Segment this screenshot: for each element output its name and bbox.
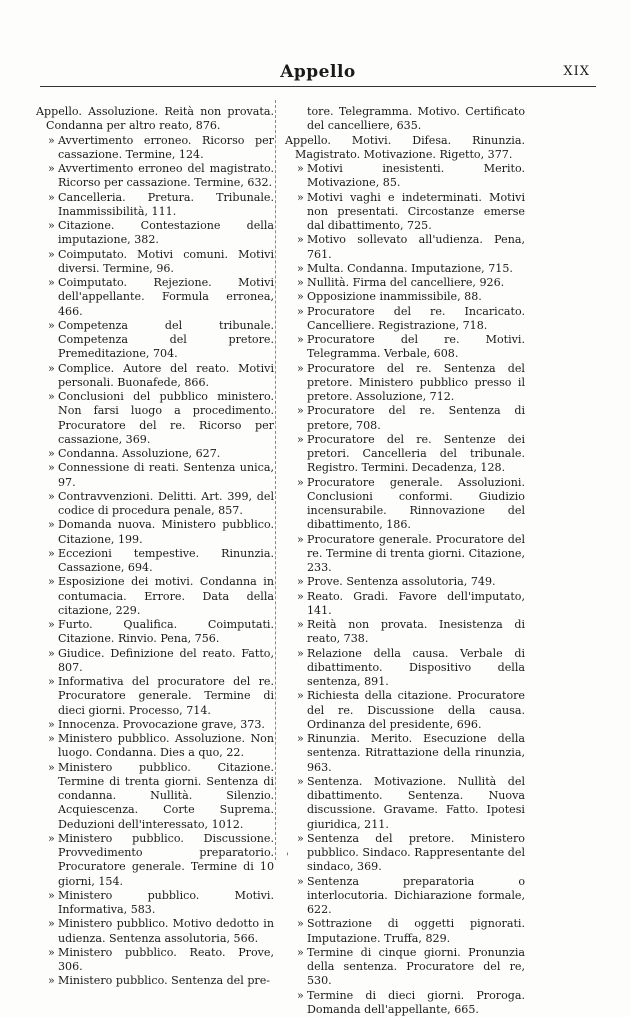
entry-marker: » [297,162,307,176]
index-entry [285,233,525,262]
entry-marker: » [48,276,58,290]
entry-marker: » [48,547,58,561]
entry-marker: » [297,732,307,746]
index-entry [36,917,274,946]
entry-text: tore. Telegramma. Motivo. Certificato del cancelliere, 635. [307,105,525,132]
index-entry [36,718,274,732]
entry-text: Coimputato. Motivi comuni. Motivi diversi. Termine, 96. [58,248,274,275]
entry-text: Opposizione inammissibile, 88. [307,290,482,303]
index-entry [285,362,525,405]
entry-text: Termine di cinque giorni. Pronunzia della sentenza. Procuratore del re, 530. [307,946,525,988]
entry-marker: » [48,390,58,404]
entry-marker: » [48,618,58,632]
entry-text: Contravvenzioni. Delitti. Art. 399, del codice di procedura penale, 857. [58,490,274,517]
index-entry [36,675,274,718]
header-rule [40,86,596,87]
entry-text: Ministero pubblico. Motivo dedotto in udienza. Sentenza assolutoria, 566. [58,917,274,944]
index-entry [285,476,525,533]
index-entry [285,689,525,732]
entry-marker: » [297,404,307,418]
entry-marker: » [297,832,307,846]
entry-text: Avvertimento erroneo. Ricorso per cassazione. Termine, 124. [58,134,274,161]
index-entry [285,775,525,832]
entry-text: Sentenza preparatoria o interlocutoria. Dichiarazione formale, 622. [307,875,525,917]
entry-marker: » [297,476,307,490]
right-index-column [285,105,525,1017]
entry-marker: » [48,832,58,846]
entry-marker: » [48,162,58,176]
index-entry [285,732,525,775]
entry-text: Sentenza. Motivazione. Nullità del dibattimento. Sentenza. Nuova discussione. Gravame. Fatto. Ipotesi giuridica, 211. [307,775,525,831]
entry-marker: » [48,946,58,960]
index-entry [285,404,525,433]
entry-text: Prove. Sentenza assolutoria, 749. [307,575,496,588]
index-entry [285,647,525,690]
entry-marker: » [297,590,307,604]
entry-text: Giudice. Definizione del reato. Fatto, 807. [58,647,274,674]
index-entry [285,946,525,989]
index-entry [285,575,525,589]
entry-marker: » [297,618,307,632]
entry-marker: » [297,775,307,789]
entry-text: Citazione. Contestazione della imputazione, 382. [58,219,274,246]
index-entry [36,447,274,461]
index-entry [36,461,274,490]
entry-marker: » [297,533,307,547]
index-entry [285,333,525,362]
index-entry [36,575,274,618]
page-number: XIX [563,64,590,79]
entry-marker: » [297,647,307,661]
entry-marker: » [48,761,58,775]
index-entry [36,946,274,975]
entry-text: Furto. Qualifica. Coimputati. Citazione. Rinvio. Pena, 756. [58,618,274,645]
entry-text: Avvertimento erroneo del magistrato. Ricorso per cassazione. Termine, 632. [58,162,274,189]
index-entry [285,590,525,619]
entry-marker: » [48,518,58,532]
index-entry [285,262,525,276]
index-entry [36,732,274,761]
index-entry [36,191,274,220]
entry-text: Relazione della causa. Verbale di dibattimento. Dispositivo della sentenza, 891. [307,647,525,689]
index-entry [285,105,525,134]
index-entry [36,647,274,676]
index-entry [285,191,525,234]
entry-text: Domanda nuova. Ministero pubblico. Citazione, 199. [58,518,274,545]
entry-text: Rinunzia. Merito. Esecuzione della sentenza. Ritrattazione della rinunzia, 963. [307,732,525,774]
entry-text: Procuratore generale. Procuratore del re. Termine di trenta giorni. Citazione, 233. [307,533,525,575]
index-entry [36,761,274,832]
entry-text: Ministero pubblico. Citazione. Termine di trenta giorni. Sentenza di condanna. Nullità. Silenzio. Acquiescenza. Corte Suprema. Deduzioni dell'interessato, 1012. [58,761,274,831]
column-divider [275,100,276,860]
index-entry [36,319,274,362]
index-entry [285,433,525,476]
index-entry [285,832,525,875]
entry-marker: » [297,333,307,347]
index-entry [285,917,525,946]
entry-text: Innocenza. Provocazione grave, 373. [58,718,265,731]
entry-text: Competenza del tribunale. Competenza del pretore. Premeditazione, 704. [58,319,274,361]
index-entry [285,162,525,191]
entry-text: Procuratore del re. Incaricato. Cancelliere. Registrazione, 718. [307,305,525,332]
page-header [40,62,596,92]
entry-text: Motivi vaghi e indeterminati. Motivi non presentati. Circostanze emerse dal dibattimento, 725. [307,191,525,233]
entry-marker: » [48,675,58,689]
entry-text: Motivo sollevato all'udienza. Pena, 761. [307,233,525,260]
entry-text: Nullità. Firma del cancelliere, 926. [307,276,504,289]
entry-marker: » [297,917,307,931]
entry-text: Sentenza del pretore. Ministero pubblico. Sindaco. Rappresentante del sindaco, 369. [307,832,525,874]
entry-text: Informativa del procuratore del re. Procuratore generale. Termine di dieci giorni. Processo, 714. [58,675,274,717]
entry-marker: » [297,305,307,319]
entry-text: Motivi inesistenti. Merito. Motivazione, 85. [307,162,525,189]
entry-text: Complice. Autore del reato. Motivi personali. Buonafede, 866. [58,362,274,389]
index-entry [36,276,274,319]
left-index-column [36,105,274,989]
entry-marker: » [48,319,58,333]
entry-text: Termine di dieci giorni. Proroga. Domanda dell'appellante, 665. [307,989,525,1016]
entry-marker: » [297,433,307,447]
entry-marker: » [48,134,58,148]
index-entry [36,219,274,248]
entry-marker: » [297,262,307,276]
entry-marker: » [48,575,58,589]
entry-marker: » [48,447,58,461]
index-entry [36,618,274,647]
entry-marker: » [48,647,58,661]
entry-text: Coimputato. Rejezione. Motivi dell'appellante. Formula erronea, 466. [58,276,274,318]
entry-text: Reato. Gradi. Favore dell'imputato, 141. [307,590,525,617]
entry-marker: » [297,276,307,290]
index-entry [36,134,274,163]
entry-text: Ministero pubblico. Discussione. Provvedimento preparatorio. Procuratore generale. Termine di 10 giorni, 154. [58,832,274,888]
entry-text: Ministero pubblico. Sentenza del pre- [58,974,270,987]
entry-text: Conclusioni del pubblico ministero. Non farsi luogo a procedimento. Procuratore del re. Ricorso per cassazione, 369. [58,390,274,446]
bottom-mark: ' [286,852,289,863]
index-entry [285,875,525,918]
index-entry [36,248,274,277]
index-entry [36,105,274,134]
index-entry [36,362,274,391]
entry-marker: » [48,732,58,746]
index-entry [36,390,274,447]
entry-text: Ministero pubblico. Reato. Prove, 306. [58,946,274,973]
entry-text: Cancelleria. Pretura. Tribunale. Inammissibilità, 111. [58,191,274,218]
entry-marker: » [297,689,307,703]
entry-marker: » [297,575,307,589]
entry-marker: » [48,490,58,504]
index-entry [36,889,274,918]
index-entry [36,547,274,576]
index-entry [36,974,274,988]
index-entry [285,989,525,1017]
entry-marker: » [297,290,307,304]
entry-marker: » [48,889,58,903]
entry-text: Ministero pubblico. Motivi. Informativa, 583. [58,889,274,916]
entry-text: Procuratore del re. Sentenza del pretore. Ministero pubblico presso il pretore. Assoluzione, 712. [307,362,525,404]
index-entry [285,618,525,647]
entry-marker: » [297,233,307,247]
index-entry [36,162,274,191]
index-entry [36,832,274,889]
index-entry [285,533,525,576]
entry-text: Ministero pubblico. Assoluzione. Non luogo. Condanna. Dies a quo, 22. [58,732,274,759]
entry-text: Connessione di reati. Sentenza unica, 97. [58,461,274,488]
entry-text: Reità non provata. Inesistenza di reato, 738. [307,618,525,645]
entry-text: Procuratore del re. Motivi. Telegramma. Verbale, 608. [307,333,525,360]
entry-marker: » [297,191,307,205]
entry-marker: » [48,248,58,262]
entry-marker: » [297,989,307,1003]
index-entry [36,518,274,547]
index-entry [285,276,525,290]
entry-text: Appello. Motivi. Difesa. Rinunzia. Magistrato. Motivazione. Rigetto, 377. [285,134,525,161]
entry-text: Procuratore generale. Assoluzioni. Conclusioni conformi. Giudizio incensurabile. Rinnovazione del dibattimento, 186. [307,476,525,532]
index-entry [285,134,525,163]
index-entry [285,305,525,334]
page-title: Appello [40,62,596,82]
entry-marker: » [48,974,58,988]
entry-marker: » [48,191,58,205]
entry-text: Procuratore del re. Sentenza di pretore, 708. [307,404,525,431]
entry-marker: » [297,362,307,376]
entry-text: Condanna. Assoluzione, 627. [58,447,220,460]
entry-marker: » [297,875,307,889]
entry-text: Appello. Assoluzione. Reità non provata. Condanna per altro reato, 876. [36,105,274,132]
entry-marker: » [48,362,58,376]
entry-text: Multa. Condanna. Imputazione, 715. [307,262,513,275]
entry-marker: » [48,461,58,475]
index-entry [36,490,274,519]
entry-marker: » [48,718,58,732]
index-entry [285,290,525,304]
entry-text: Sottrazione di oggetti pignorati. Imputazione. Truffa, 829. [307,917,525,944]
entry-marker: » [297,946,307,960]
entry-marker: » [48,219,58,233]
entry-text: Richiesta della citazione. Procuratore del re. Discussione della causa. Ordinanza del presidente, 696. [307,689,525,731]
entry-text: Procuratore del re. Sentenze dei pretori. Cancelleria del tribunale. Registro. Termini. Decadenza, 128. [307,433,525,475]
entry-text: Esposizione dei motivi. Condanna in contumacia. Errore. Data della citazione, 229. [58,575,274,617]
entry-marker: » [48,917,58,931]
entry-text: Eccezioni tempestive. Rinunzia. Cassazione, 694. [58,547,274,574]
